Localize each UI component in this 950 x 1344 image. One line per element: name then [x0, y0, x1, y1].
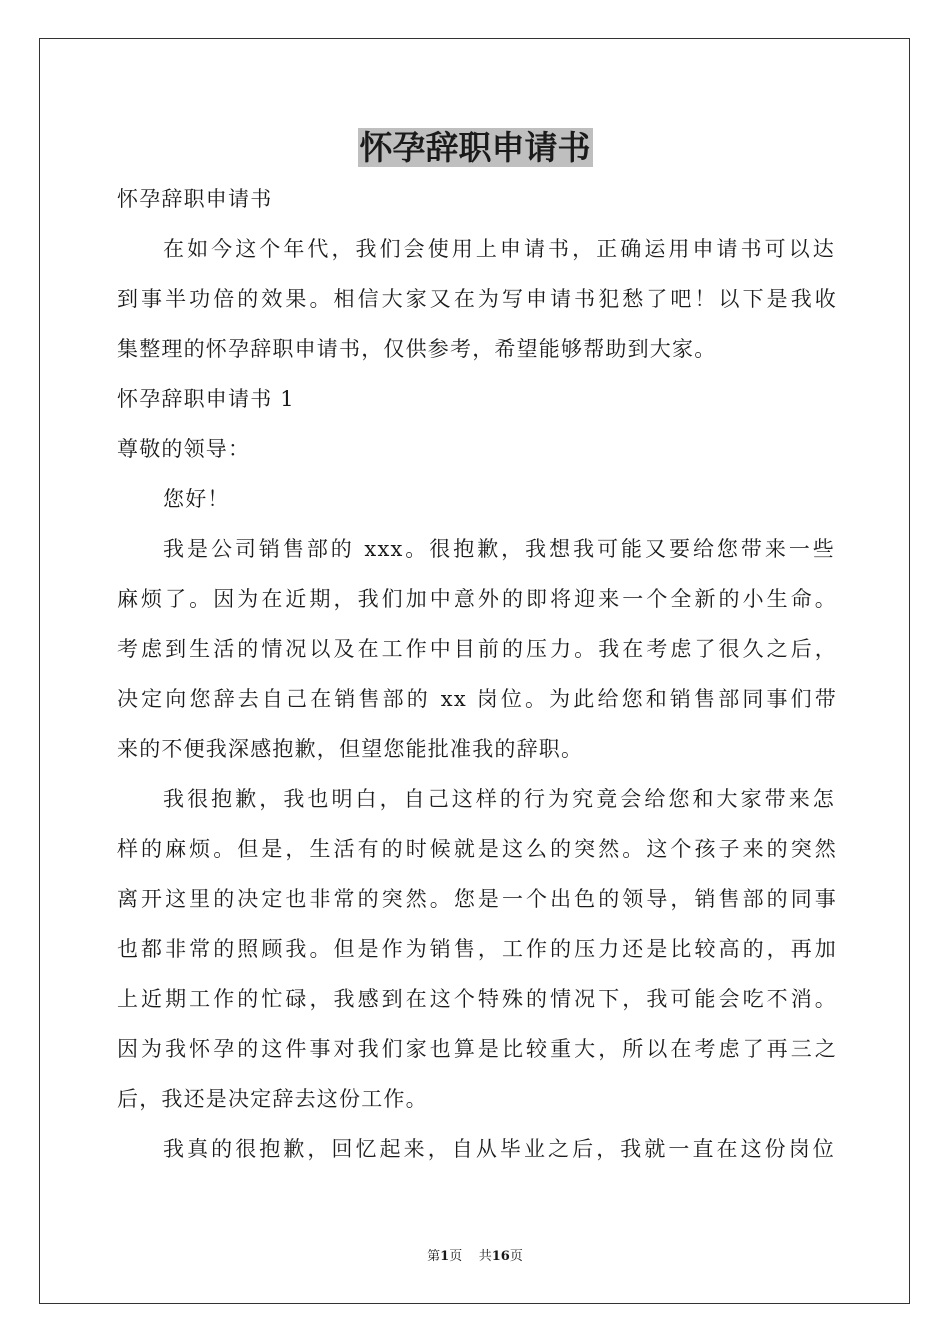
paragraph-line: 在如今这个年代，我们会使用上申请书，正确运用申请书可以达	[163, 237, 835, 261]
paragraph-line: 我是公司销售部的 xxx。很抱歉，我想我可能又要给您带来一些	[163, 537, 835, 561]
paragraph-line: 也都非常的照顾我。但是作为销售，工作的压力还是比较高的，再加	[117, 937, 837, 961]
paragraph-line: 样的麻烦。但是，生活有的时候就是这么的突然。这个孩子来的突然	[117, 837, 837, 861]
paragraph-line: 麻烦了。因为在近期，我们加中意外的即将迎来一个全新的小生命。	[117, 587, 837, 611]
greeting: 您好！	[163, 487, 230, 511]
paragraph-line: 集整理的怀孕辞职申请书，仅供参考，希望能够帮助到大家。	[117, 337, 717, 361]
paragraph-line: 离开这里的决定也非常的突然。您是一个出色的领导，销售部的同事	[117, 887, 837, 911]
footer-page-number: 1	[440, 1249, 450, 1264]
footer-page-suffix: 页	[449, 1249, 463, 1264]
paragraph-line: 决定向您辞去自己在销售部的 xx 岗位。为此给您和销售部同事们带	[117, 687, 837, 711]
footer-total-prefix: 共	[478, 1249, 492, 1264]
paragraph-line: 我很抱歉，我也明白，自己这样的行为究竟会给您和大家带来怎	[163, 787, 835, 811]
paragraph-line: 我真的很抱歉，回忆起来，自从毕业之后，我就一直在这份岗位	[163, 1137, 835, 1161]
salutation: 尊敬的领导：	[117, 437, 251, 461]
paragraph-line: 来的不便我深感抱歉，但望您能批准我的辞职。	[117, 737, 584, 761]
subtitle-line: 怀孕辞职申请书	[117, 187, 273, 211]
paragraph-line: 后，我还是决定辞去这份工作。	[117, 1087, 428, 1111]
paragraph-line: 因为我怀孕的这件事对我们家也算是比较重大，所以在考虑了再三之	[117, 1037, 837, 1061]
paragraph-line: 上近期工作的忙碌，我感到在这个特殊的情况下，我可能会吃不消。	[117, 987, 837, 1011]
footer-total-pages: 16	[491, 1249, 510, 1264]
page-footer	[0, 1248, 950, 1266]
footer-page-prefix: 第	[427, 1249, 441, 1264]
footer-total-suffix: 页	[509, 1249, 523, 1264]
page-border	[39, 38, 910, 1304]
paragraph-line: 到事半功倍的效果。相信大家又在为写申请书犯愁了吧！以下是我收	[117, 287, 837, 311]
document-title: 怀孕辞职申请书	[359, 128, 591, 167]
paragraph-line: 考虑到生活的情况以及在工作中目前的压力。我在考虑了很久之后，	[117, 637, 837, 661]
section-heading: 怀孕辞职申请书 1	[117, 387, 295, 411]
